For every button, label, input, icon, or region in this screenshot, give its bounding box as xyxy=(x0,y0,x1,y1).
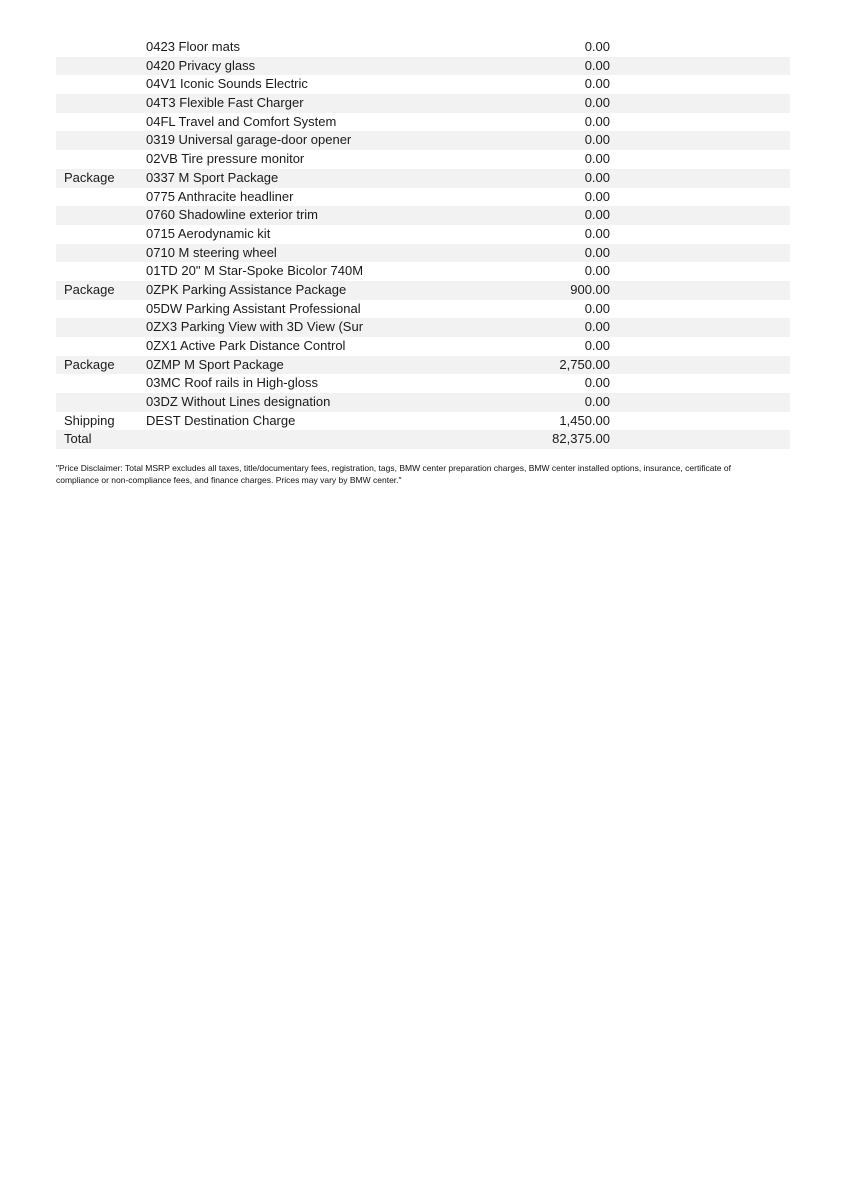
option-description: Tire pressure monitor xyxy=(181,151,305,167)
option-cell xyxy=(146,169,518,188)
table-row xyxy=(56,206,790,225)
row-category-label: Total xyxy=(64,431,92,447)
table-row xyxy=(56,131,790,150)
table-row xyxy=(56,430,790,449)
option-code: 0ZX1 xyxy=(146,338,178,353)
option-price: 0.00 xyxy=(584,76,610,92)
option-code: DEST xyxy=(146,412,181,428)
option-code: 0ZPK xyxy=(146,281,179,297)
option-description: M Sport Package xyxy=(184,356,284,372)
option-description: Universal garage-door opener xyxy=(178,132,352,148)
option-cell xyxy=(146,188,518,207)
table-row xyxy=(56,244,790,263)
option-description: Parking Assistance Package xyxy=(182,281,347,297)
option-description: Destination Charge xyxy=(184,412,296,428)
option-price: 0.00 xyxy=(584,151,610,167)
option-price: 0.00 xyxy=(584,207,610,223)
option-price: 0.00 xyxy=(584,300,610,316)
table-row xyxy=(56,318,790,337)
row-category-label: Package xyxy=(64,356,115,372)
option-code: 0337 xyxy=(146,169,175,185)
disclaimer-line-1: "Price Disclaimer: Total MSRP excludes all taxes, title/documentary fees, registration, tags, BMW center preparation charges, BMW center installed options, insurance, certificate of xyxy=(56,463,731,473)
option-cell xyxy=(146,206,518,225)
row-category-label: Shipping xyxy=(64,412,115,428)
option-cell xyxy=(146,244,518,263)
option-code: 0715 xyxy=(146,225,175,241)
option-price: 0.00 xyxy=(584,394,610,410)
price-disclaimer xyxy=(56,463,796,486)
option-description: Roof rails in High-gloss xyxy=(184,375,318,391)
option-description: M Sport Package xyxy=(178,169,279,185)
option-price: 0.00 xyxy=(584,375,610,391)
option-description: M steering wheel xyxy=(178,244,277,260)
option-code: 0423 xyxy=(146,39,175,54)
option-code: 0420 xyxy=(146,57,175,73)
table-row xyxy=(56,94,790,113)
option-cell xyxy=(146,337,518,356)
option-price: 0.00 xyxy=(584,169,610,185)
option-cell xyxy=(146,412,518,431)
table-row xyxy=(56,57,790,76)
option-description: Parking View with 3D View (Sur xyxy=(180,319,364,335)
table-row xyxy=(56,356,790,375)
option-code: 0319 xyxy=(146,132,175,148)
row-category-label: Package xyxy=(64,169,115,185)
option-cell xyxy=(146,57,518,76)
option-cell xyxy=(146,150,518,169)
table-row xyxy=(56,225,790,244)
option-description: Privacy glass xyxy=(178,57,256,73)
option-price: 0.00 xyxy=(584,188,610,204)
row-category-label: Package xyxy=(64,281,115,297)
option-price: 2,750.00 xyxy=(559,356,610,372)
table-row xyxy=(56,188,790,207)
option-cell xyxy=(146,281,518,300)
option-code: 0ZMP xyxy=(146,356,181,372)
option-description: Floor mats xyxy=(178,39,240,54)
option-code: 0760 xyxy=(146,207,175,223)
table-row xyxy=(56,281,790,300)
option-price: 0.00 xyxy=(584,338,610,353)
table-row xyxy=(56,169,790,188)
option-cell xyxy=(146,38,518,57)
option-cell xyxy=(146,131,518,150)
option-price: 0.00 xyxy=(584,132,610,148)
option-code: 04FL xyxy=(146,113,176,129)
option-code: 0ZX3 xyxy=(146,319,178,335)
table-row xyxy=(56,75,790,94)
table-row xyxy=(56,38,790,57)
option-code: 05DW xyxy=(146,300,183,316)
option-cell xyxy=(146,94,518,113)
option-code: 04V1 xyxy=(146,76,177,92)
option-code: 04T3 xyxy=(146,95,176,111)
table-row xyxy=(56,337,790,356)
option-description: Iconic Sounds Electric xyxy=(180,76,308,92)
option-price: 0.00 xyxy=(584,95,610,111)
option-price: 0.00 xyxy=(584,57,610,73)
option-code: 02VB xyxy=(146,151,178,167)
option-price: 1,450.00 xyxy=(559,412,610,428)
option-code: 0775 xyxy=(146,188,175,204)
option-cell xyxy=(146,75,518,94)
option-description: Shadowline exterior trim xyxy=(178,207,318,223)
option-cell xyxy=(146,300,518,319)
option-description: Anthracite headliner xyxy=(177,188,294,204)
table-row xyxy=(56,393,790,412)
vehicle-options-table xyxy=(56,38,790,449)
option-price: 82,375.00 xyxy=(552,431,610,447)
option-price: 0.00 xyxy=(584,244,610,260)
option-description: 20" M Star-Spoke Bicolor 740M xyxy=(181,263,364,279)
table-row xyxy=(56,300,790,319)
option-cell xyxy=(146,113,518,132)
option-description: Active Park Distance Control xyxy=(179,338,346,353)
table-row xyxy=(56,374,790,393)
option-cell xyxy=(146,393,518,412)
option-price: 900.00 xyxy=(570,281,610,297)
option-code: 01TD xyxy=(146,263,178,279)
option-description: Without Lines designation xyxy=(181,394,331,410)
option-cell xyxy=(146,374,518,393)
table-row xyxy=(56,150,790,169)
option-code: 0710 xyxy=(146,244,175,260)
disclaimer-line-2: compliance or non-compliance fees, and finance charges. Prices may vary by BMW center." xyxy=(56,474,402,485)
option-price: 0.00 xyxy=(584,113,610,129)
table-row xyxy=(56,262,790,281)
option-price: 0.00 xyxy=(584,263,610,279)
option-description: Parking Assistant Professional xyxy=(185,300,361,316)
option-cell xyxy=(146,225,518,244)
option-cell xyxy=(146,356,518,375)
option-price: 0.00 xyxy=(584,39,610,54)
table-row xyxy=(56,113,790,132)
table-row xyxy=(56,412,790,431)
option-price: 0.00 xyxy=(584,319,610,335)
option-code: 03DZ xyxy=(146,394,178,410)
option-cell xyxy=(146,318,518,337)
option-description: Flexible Fast Charger xyxy=(179,95,304,111)
option-description: Aerodynamic kit xyxy=(177,225,271,241)
option-description: Travel and Comfort System xyxy=(178,113,337,129)
option-code: 03MC xyxy=(146,375,181,391)
option-price: 0.00 xyxy=(584,225,610,241)
option-cell xyxy=(146,262,518,281)
